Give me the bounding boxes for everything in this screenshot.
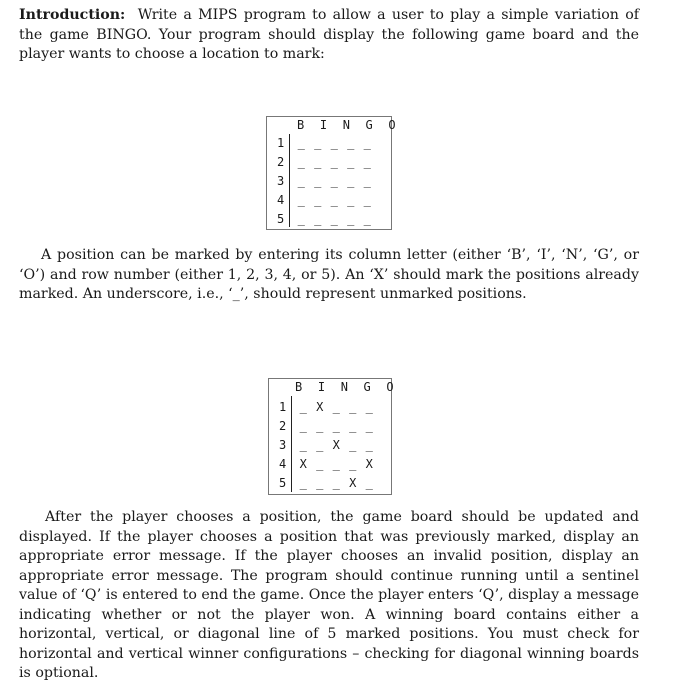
row-number: 1 (279, 400, 287, 414)
board-cell: _ (363, 174, 371, 188)
board-cell: _ (332, 400, 340, 414)
board-cell: _ (314, 212, 322, 226)
board-cell: _ (299, 438, 307, 452)
board-header: B I N G O (295, 380, 398, 394)
board-cell: _ (363, 193, 371, 207)
board-cell: X (316, 400, 324, 414)
row-cells (293, 193, 376, 207)
bingo-board-empty (266, 116, 400, 230)
row-cells (293, 155, 376, 169)
row-number: 2 (279, 419, 287, 433)
board-cell: _ (365, 419, 373, 433)
bingo-board-marked (268, 378, 398, 495)
board-header: B I N G O (297, 118, 400, 132)
board-cell: _ (297, 136, 305, 150)
board-cell: _ (316, 438, 324, 452)
board-cell: _ (299, 419, 307, 433)
board-row (267, 153, 391, 171)
board-cell: _ (332, 419, 340, 433)
board-cell: _ (330, 174, 338, 188)
row-number: 1 (277, 136, 285, 150)
board-cell: X (349, 476, 357, 490)
row-cells (295, 476, 378, 490)
board-cell: _ (332, 476, 340, 490)
intro-lead: Introduction: (19, 7, 126, 23)
board-row (269, 398, 391, 416)
row-cells (295, 457, 378, 471)
board-row (267, 172, 391, 190)
board-cell: _ (363, 212, 371, 226)
board-cell: _ (297, 174, 305, 188)
row-cells (293, 136, 376, 150)
row-number: 5 (277, 212, 285, 226)
board-cell: _ (314, 193, 322, 207)
row-cells (295, 438, 378, 452)
row-cells (295, 400, 378, 414)
board-cell: X (365, 457, 373, 471)
board-cell: _ (330, 193, 338, 207)
board-row (269, 436, 391, 454)
board-cell: _ (349, 419, 357, 433)
board-cell: _ (316, 457, 324, 471)
board-cell: X (332, 438, 340, 452)
board-cell: _ (363, 155, 371, 169)
board-cell: _ (314, 174, 322, 188)
board-cell: _ (365, 476, 373, 490)
board-cell: _ (349, 400, 357, 414)
board-cell: _ (365, 400, 373, 414)
row-cells (295, 419, 378, 433)
board-cell: _ (297, 212, 305, 226)
board-row (267, 134, 391, 152)
board-cell: _ (365, 438, 373, 452)
board-cell: _ (347, 136, 355, 150)
board-cell: _ (299, 476, 307, 490)
row-number: 5 (279, 476, 287, 490)
rules-paragraph: After the player chooses a position, the game board should be updated and displayed. If the player chooses a position that was previously marked, display an appropriate error message. If the player chooses an invalid position, display an appropriate error message. The program should continue running until a sentinel value of ‘Q’ is entered to end the game. Once the player enters ‘Q’, display a message indicating whether or not the player won. A winning board contains either a horizontal, vertical, or diagonal line of 5 marked positions. You must check for horizontal and vertical winner configurations – checking for diagonal winning boards is optional. (19, 509, 639, 681)
board-cell: X (299, 457, 307, 471)
board-cell: _ (316, 419, 324, 433)
board-row (269, 455, 391, 473)
board-cell: _ (349, 457, 357, 471)
board-row (269, 417, 391, 435)
intro-paragraph (19, 6, 639, 65)
board-cell: _ (347, 193, 355, 207)
board-cell: _ (297, 193, 305, 207)
board-cell: _ (330, 155, 338, 169)
board-row (267, 191, 391, 209)
intro-text: Write a MIPS program to allow a user to play a simple variation of the game BINGO. Your program should display the following game board and the player wants to choose a location to mark: (19, 7, 639, 62)
board-cell: _ (314, 155, 322, 169)
row-cells (293, 212, 376, 226)
board-cell: _ (363, 136, 371, 150)
board-cell: _ (330, 212, 338, 226)
row-number: 3 (279, 438, 287, 452)
row-number: 3 (277, 174, 285, 188)
board-cell: _ (347, 155, 355, 169)
board-cell: _ (347, 212, 355, 226)
board-cell: _ (330, 136, 338, 150)
board-cell: _ (314, 136, 322, 150)
position-paragraph: A position can be marked by entering its column letter (either ‘B’, ‘I’, ‘N’, ‘G’, or ‘O’) and row number (either 1, 2, 3, 4, or 5). An ‘X’ should mark the positions already marked. An underscore, i.e., ‘_’, should represent unmarked positions. (19, 247, 639, 302)
board-cell: _ (297, 155, 305, 169)
row-number: 2 (277, 155, 285, 169)
board-row (267, 210, 391, 228)
board-cell: _ (299, 400, 307, 414)
board-cell: _ (316, 476, 324, 490)
board-cell: _ (349, 438, 357, 452)
board-row (269, 474, 391, 492)
row-number: 4 (279, 457, 287, 471)
row-number: 4 (277, 193, 285, 207)
board-cell: _ (332, 457, 340, 471)
row-cells (293, 174, 376, 188)
board-cell: _ (347, 174, 355, 188)
